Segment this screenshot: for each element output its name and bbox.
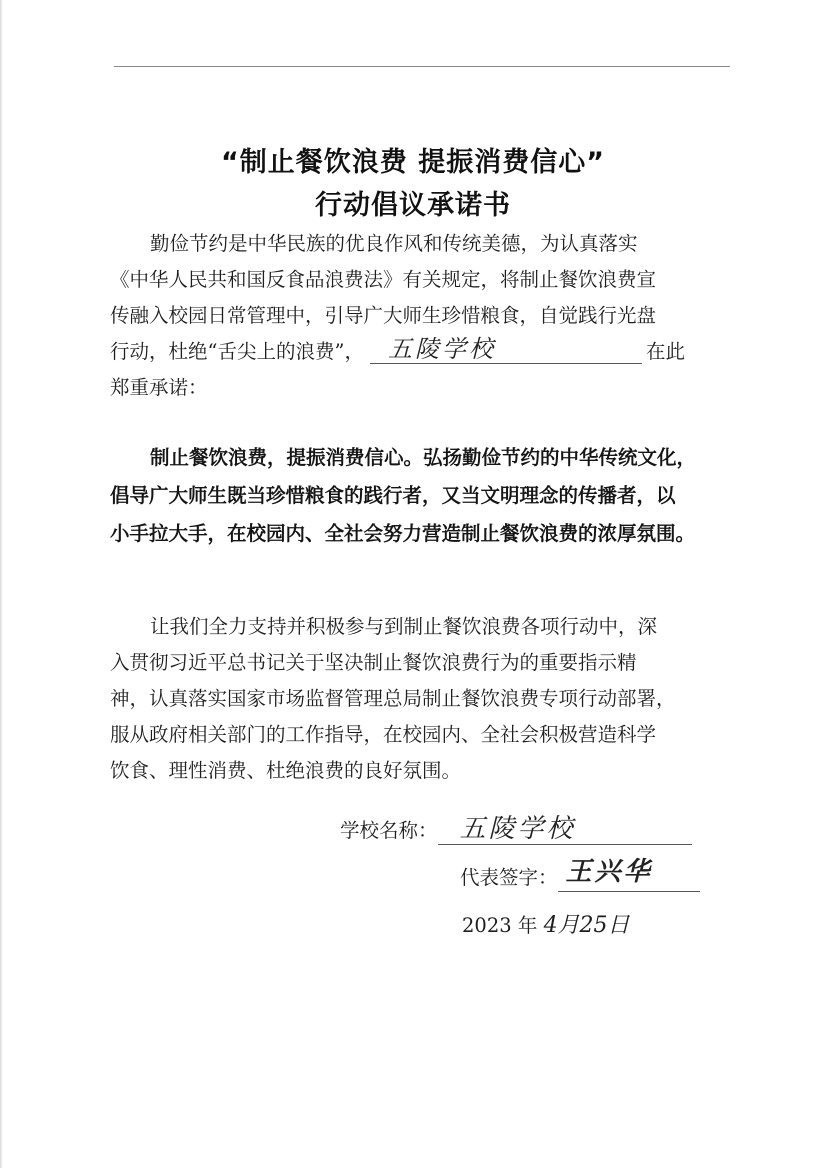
- intro-line-5: 郑重承诺：: [110, 376, 208, 399]
- top-divider-line: [114, 66, 730, 67]
- pledge-paragraph: [110, 439, 730, 553]
- signing-date: [462, 908, 630, 939]
- date-year: 2023: [462, 914, 512, 937]
- action-paragraph: [110, 609, 730, 789]
- action-line-5: 饮食、理性消费、杜绝浪费的良好氛围。: [110, 759, 462, 782]
- pledge-line-1: 制止餐饮浪费，提振消费信心。弘扬勤俭节约的中华传统文化，: [150, 446, 697, 469]
- handwritten-month-day: 4月25日: [543, 913, 630, 938]
- intro-paragraph: [110, 226, 730, 406]
- intro-line-4-prefix: 行动，杜绝“舌尖上的浪费”，: [110, 340, 364, 363]
- handwritten-school-name: 五陵学校: [387, 335, 496, 363]
- handwritten-school-signature: 五陵学校: [459, 814, 576, 844]
- intro-line-4-suffix: 在此: [645, 340, 685, 363]
- intro-line-3: 传融入校园日常管理中，引导广大师生珍惜粮食，自觉践行光盘: [110, 304, 657, 327]
- school-name-signature-line: [438, 814, 692, 845]
- document-subtitle: 行动倡议承诺书: [315, 190, 511, 221]
- action-line-4: 服从政府相关部门的工作指导，在校园内、全社会积极营造科学: [110, 723, 657, 746]
- intro-line-4: [110, 334, 730, 370]
- document-title: “制止餐饮浪费 提振消费信心”: [221, 147, 605, 178]
- representative-row: [460, 857, 700, 892]
- school-name-label: 学校名称：: [340, 819, 438, 842]
- pledge-line-2: 倡导广大师生既当珍惜粮食的践行者，又当文明理念的传播者，以: [110, 484, 676, 507]
- handwritten-representative-signature: 王兴华: [565, 857, 653, 887]
- pledge-line-3: 小手拉大手，在校园内、全社会努力营造制止餐饮浪费的浓厚氛围。: [110, 522, 696, 545]
- action-line-2: 入贯彻习近平总书记关于坚决制止餐饮浪费行为的重要指示精: [110, 651, 637, 674]
- representative-signature-line: [558, 857, 700, 892]
- action-line-3: 神，认真落实国家市场监督管理总局制止餐饮浪费专项行动部署，: [110, 687, 676, 710]
- date-year-unit: 年: [517, 914, 538, 937]
- representative-label: 代表签字：: [460, 866, 558, 889]
- school-name-row: [340, 814, 692, 845]
- intro-line-2: 《中华人民共和国反食品浪费法》有关规定，将制止餐饮浪费宣: [110, 268, 657, 291]
- school-name-blank: [370, 335, 642, 364]
- intro-line-1: 勤俭节约是中华民族的优良作风和传统美德，为认真落实: [150, 232, 638, 255]
- action-line-1: 让我们全力支持并积极参与到制止餐饮浪费各项行动中，深: [150, 615, 658, 638]
